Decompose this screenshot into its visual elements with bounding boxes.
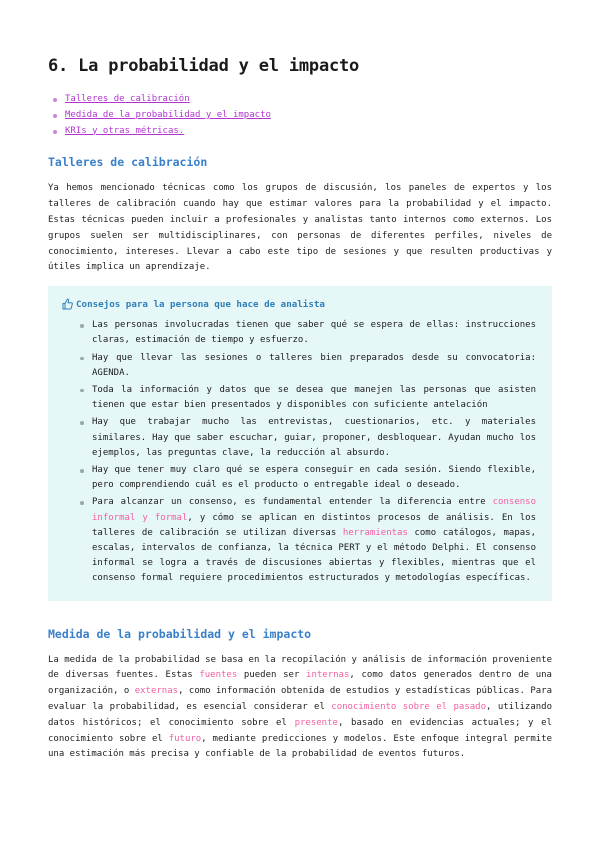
- table-of-contents: [48, 92, 552, 139]
- callout-title-text: Consejos para la persona que hace de analista: [76, 298, 325, 310]
- highlight-term: consenso informal y formal: [92, 497, 536, 523]
- highlight-term: externas: [134, 686, 179, 697]
- toc-item: [52, 108, 552, 124]
- list-item: Hay que tener muy claro qué se espera conseguir en cada sesión. Siendo flexible, pero comprendiendo cuál es el producto o entregable ideal o deseado.: [80, 463, 536, 493]
- text-run: La medida de la probabilidad se basa en la recopilación y análisis de información proveniente de diversas fuentes. Estas: [48, 654, 552, 681]
- page-title: 6. La probabilidad y el impacto: [48, 56, 360, 76]
- toc-link-medida[interactable]: Medida de la probabilidad y el impacto: [65, 109, 271, 120]
- toc-item: [52, 124, 552, 140]
- callout-title: [62, 298, 536, 310]
- toc-link-talleres[interactable]: Talleres de calibración: [65, 94, 190, 104]
- list-item: [80, 495, 536, 586]
- text-run: , como datos generados dentro de una organización, o: [48, 670, 552, 697]
- toc-item: [52, 92, 552, 108]
- tips-callout: [48, 286, 552, 600]
- toc-link-kris[interactable]: KRIs y otras métricas.: [65, 125, 185, 136]
- list-item: Toda la información y datos que se desea que manejen las personas que asisten tienen que estar bien presentados y disponibles con suficiente antelación: [80, 383, 536, 413]
- highlight-term: fuentes: [199, 670, 238, 681]
- highlight-term: conocimiento sobre el pasado: [331, 702, 486, 713]
- highlight-term: presente: [294, 717, 338, 728]
- highlight-term: internas: [306, 670, 350, 681]
- text-run: , basado en evidencias actuales; y el conocimiento sobre el: [48, 717, 552, 744]
- list-item: Las personas involucradas tienen que saber qué se espera de ellas: instrucciones claras, estimación de tiempo y esfuerzo.: [80, 318, 536, 348]
- list-item: Hay que trabajar mucho las entrevistas, cuestionarios, etc. y materiales similares. Hay que saber escuchar, guiar, proponer, desbloquear. Ayudan mucho los ejemplos, las preguntas clave, la reducción al absurdo.: [80, 415, 536, 461]
- text-run: Para alcanzar un consenso, es fundamental entender la diferencia entre: [92, 497, 493, 508]
- text-run: , utilizando datos históricos; el conocimiento sobre el: [48, 702, 553, 728]
- text-run: , como información obtenida de estudios y estadísticas públicas. Para evaluar la probabilidad, es esencial considerar el: [48, 686, 553, 713]
- text-run: pueden ser: [237, 670, 307, 681]
- text-run: , y cómo se aplican en distintos procesos de análisis. En los talleres de calibración se utilizan diversas: [92, 512, 536, 538]
- highlight-term: futuro: [168, 733, 202, 744]
- list-item: Hay que llevar las sesiones o talleres bien preparados desde su convocatoria: AGENDA.: [80, 351, 536, 381]
- section-paragraph: Ya hemos mencionado técnicas como los grupos de discusión, los paneles de expertos y los talleres de calibración cuando hay que estimar valores para la probabilidad y el impacto. Estas técnicas pueden incluir a profesionales y analistas tanto internos como externos. Los grupos suelen ser multidisciplinares, con personas de diferentes perfiles, niveles de conocimiento, intereses. Llevar a cabo este tipo de sesiones y que resulten productivas y útiles implica un aprendizaje.: [48, 183, 552, 273]
- tips-list: [62, 318, 536, 586]
- thumbs-up-icon: [62, 298, 73, 310]
- section-paragraph: [48, 653, 552, 764]
- highlight-term: herramientas: [342, 527, 408, 538]
- section-heading-talleres: Talleres de calibración: [48, 155, 208, 170]
- text-run: como catálogos, mapas, escalas, intervalos de confianza, la técnica PERT y el método Delphi. El consenso informal se logra a través de discusiones abiertas y flexibles, mientras que el consenso formal requiere procedimientos estructurados y metodologías específicas.: [92, 527, 536, 584]
- text-run: , mediante predicciones y modelos. Este enfoque integral permite una estimación más precisa y confiable de la probabilidad de eventos futuros.: [48, 733, 552, 760]
- section-heading-medida: Medida de la probabilidad y el impacto: [48, 626, 312, 641]
